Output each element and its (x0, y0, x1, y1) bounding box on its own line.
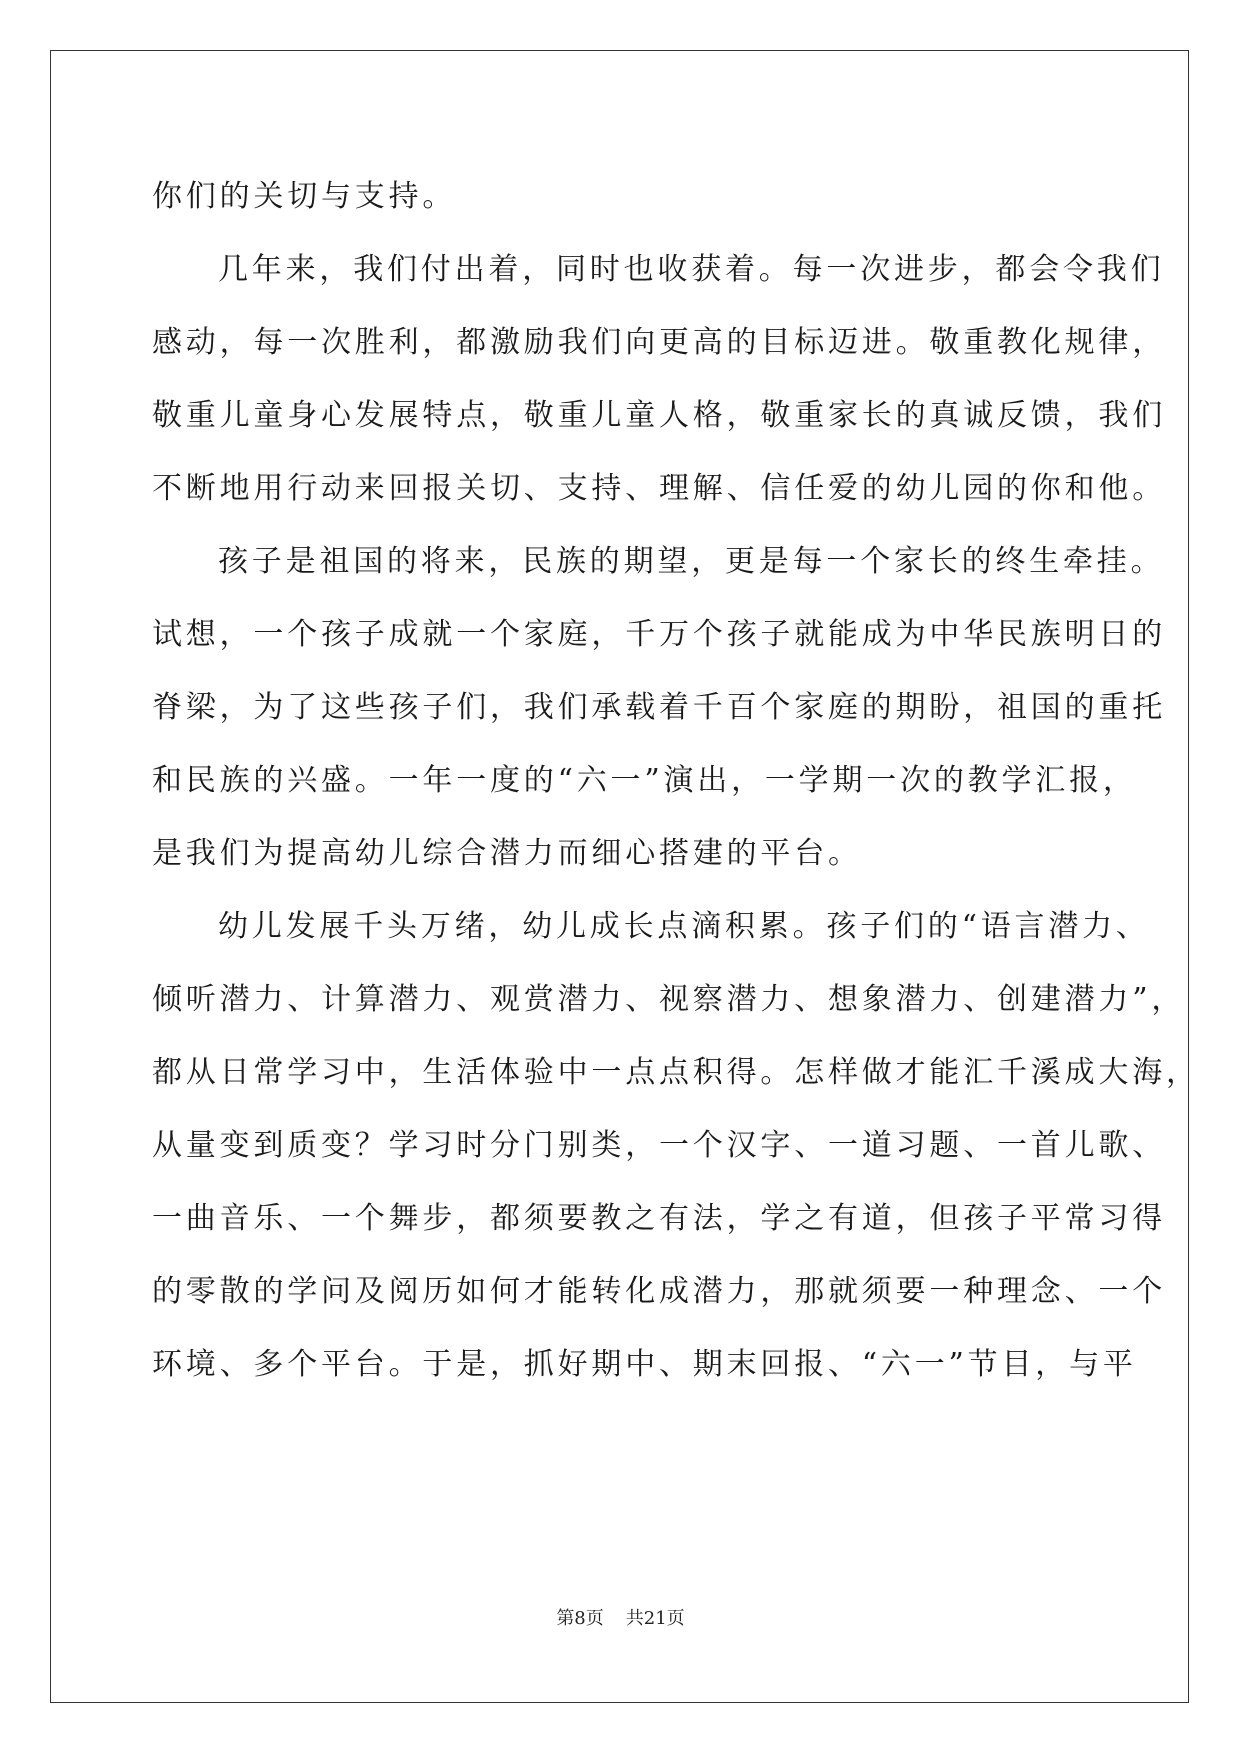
text-line: 一曲音乐、一个舞步，都须要教之有法，学之有道，但孩子平常习得 (152, 1201, 1166, 1236)
page-footer (0, 1604, 1241, 1630)
text-line: 幼儿发展千头万绪，幼儿成长点滴积累。孩子们的“语言潜力、 (218, 909, 1150, 944)
text-line: 和民族的兴盛。一年一度的“六一”演出，一学期一次的教学汇报， (152, 763, 1137, 798)
page-number: 第8页 (556, 1608, 604, 1629)
document-body (152, 160, 1200, 1401)
text-line: 的零散的学问及阅历如何才能转化成潜力，那就须要一种理念、一个 (152, 1274, 1166, 1309)
text-line: 你们的关切与支持。 (152, 179, 457, 214)
text-line: 不断地用行动来回报关切、支持、理解、信任爱的幼儿园的你和他。 (152, 471, 1166, 506)
text-line: 脊梁，为了这些孩子们，我们承载着千百个家庭的期盼，祖国的重托 (152, 690, 1166, 725)
text-line: 孩子是祖国的将来，民族的期望，更是每一个家长的终生牵挂。 (218, 544, 1165, 579)
page-total: 共21页 (625, 1608, 685, 1629)
text-line: 倾听潜力、计算潜力、观赏潜力、视察潜力、想象潜力、创建潜力”， (152, 982, 1186, 1017)
text-line: 环境、多个平台。于是，抓好期中、期末回报、“六一”节目，与平 (152, 1347, 1137, 1382)
text-line: 都从日常学习中，生活体验中一点点积得。怎样做才能汇千溪成大海， (152, 1055, 1200, 1090)
text-line: 试想，一个孩子成就一个家庭，千万个孩子就能成为中华民族明日的 (152, 617, 1166, 652)
text-line: 从量变到质变？学习时分门别类，一个汉字、一道习题、一首儿歌、 (152, 1128, 1166, 1163)
text-line: 敬重儿童身心发展特点，敬重儿童人格，敬重家长的真诚反馈，我们 (152, 398, 1166, 433)
text-line: 是我们为提高幼儿综合潜力而细心搭建的平台。 (152, 836, 862, 871)
text-line: 几年来，我们付出着，同时也收获着。每一次进步，都会令我们 (218, 252, 1165, 287)
text-line: 感动，每一次胜利，都激励我们向更高的目标迈进。敬重教化规律， (152, 325, 1166, 360)
